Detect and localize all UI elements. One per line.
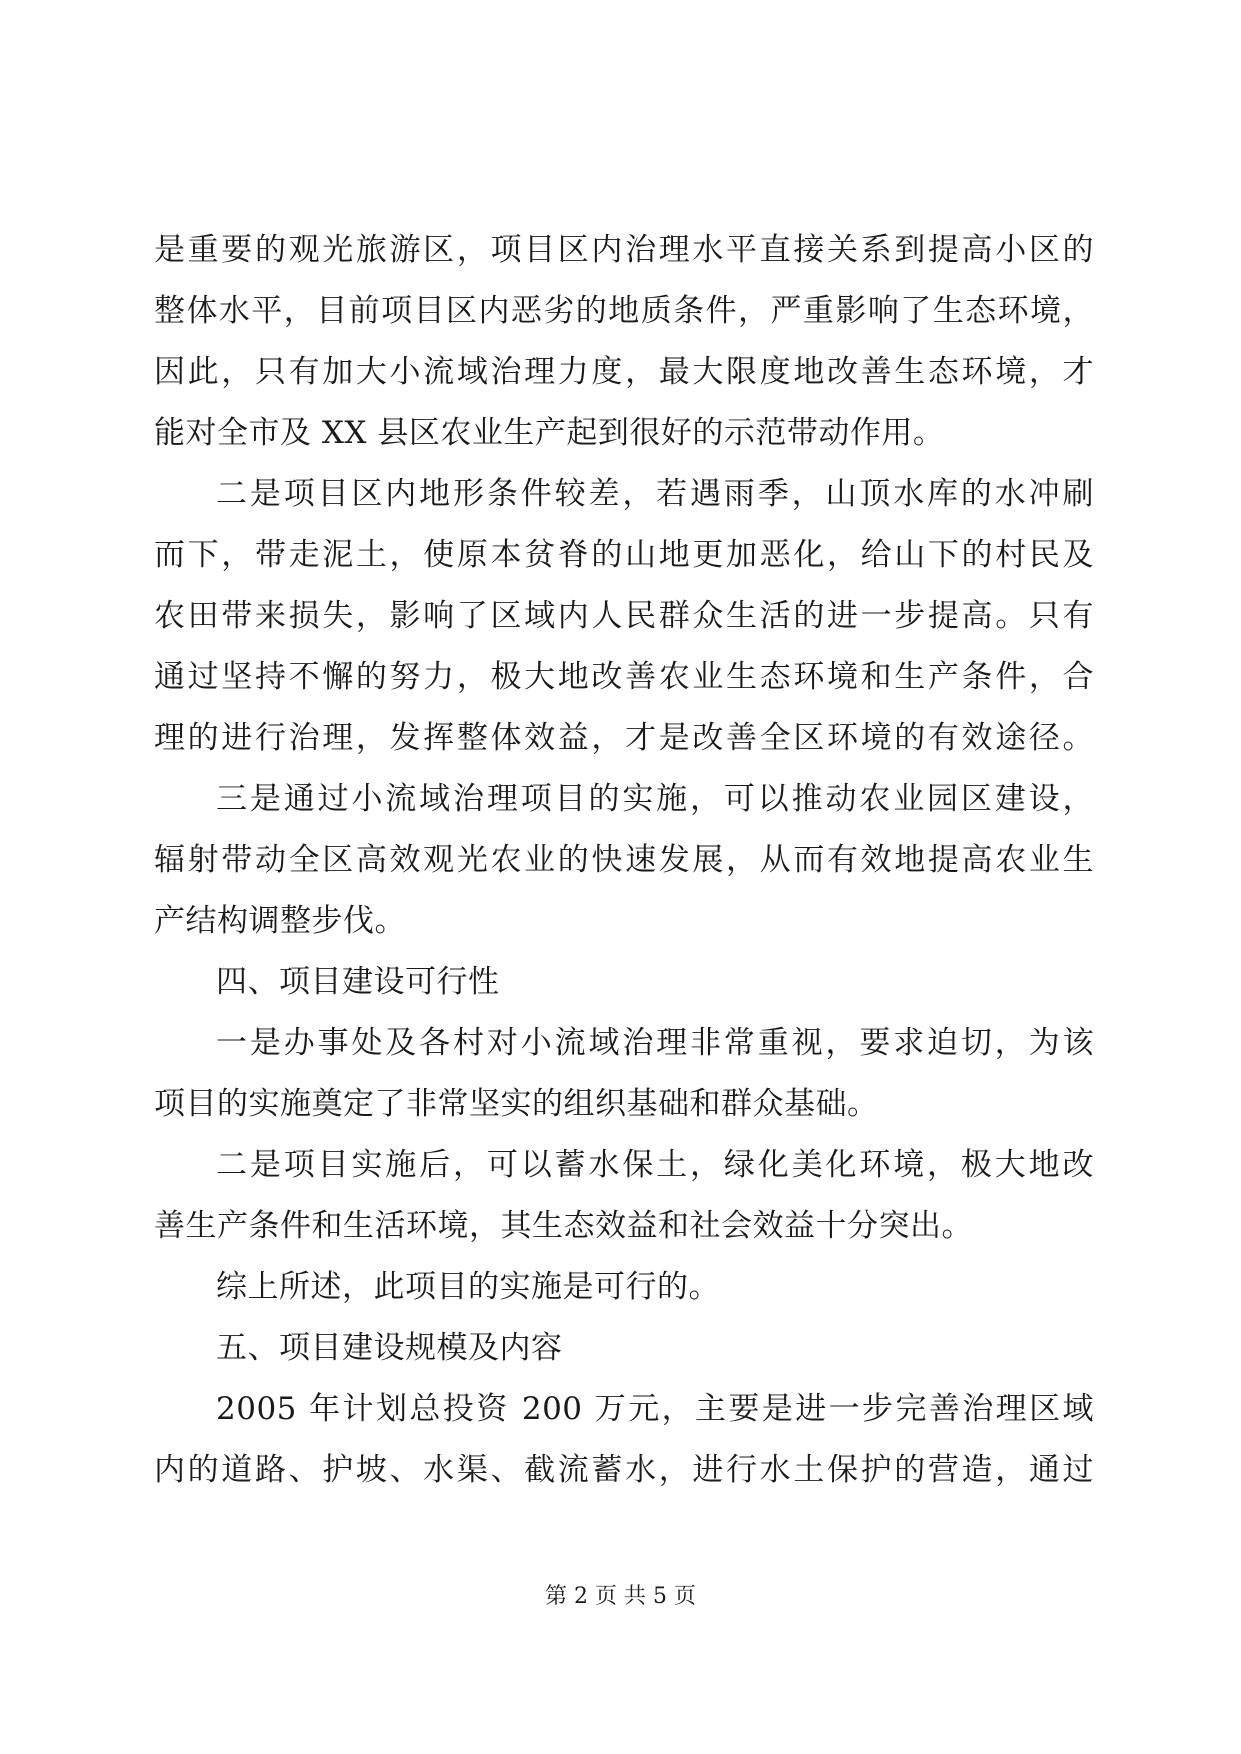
section-heading-scale: 五、项目建设规模及内容: [216, 1330, 563, 1366]
text-line-17: 善生产条件和生活环境，其生态效益和社会效益十分突出。: [154, 1208, 973, 1244]
text-line-15: 项目的实施奠定了非常坚实的组织基础和群众基础。: [154, 1086, 879, 1122]
text-line-21: 内的道路、护坡、水渠、截流蓄水，进行水土保护的营造，通过: [154, 1452, 1094, 1488]
document-body: [154, 232, 1094, 1513]
text-line-5: 二是项目区内地形条件较差，若遇雨季，山顶水库的水冲刷: [216, 476, 1094, 512]
text-line-4: 能对全市及 XX 县区农业生产起到很好的示范带动作用。: [154, 415, 945, 451]
text-line-8: 通过坚持不懈的努力，极大地改善农业生态环境和生产条件，合: [154, 659, 1094, 695]
text-line-1: 是重要的观光旅游区，项目区内治理水平直接关系到提高小区的: [154, 232, 1094, 268]
text-line-2: 整体水平，目前项目区内恶劣的地质条件，严重影响了生态环境，: [154, 293, 1094, 329]
text-line-6: 而下，带走泥土，使原本贫脊的山地更加恶化，给山下的村民及: [154, 537, 1094, 573]
text-line-20: 2005 年计划总投资 200 万元，主要是进一步完善治理区域: [216, 1391, 1094, 1427]
page-number-footer: 第 2 页 共 5 页: [545, 1584, 696, 1609]
text-line-18: 综上所述，此项目的实施是可行的。: [216, 1269, 720, 1305]
section-heading-feasibility: 四、项目建设可行性: [216, 964, 500, 1000]
text-line-12: 产结构调整步伐。: [154, 903, 406, 939]
text-line-10: 三是通过小流域治理项目的实施，可以推动农业园区建设，: [216, 781, 1094, 817]
text-line-9: 理的进行治理，发挥整体效益，才是改善全区环境的有效途径。: [154, 720, 1094, 756]
text-line-16: 二是项目实施后，可以蓄水保土，绿化美化环境，极大地改: [216, 1147, 1094, 1183]
text-line-7: 农田带来损失，影响了区域内人民群众生活的进一步提高。只有: [154, 598, 1094, 634]
text-line-3: 因此，只有加大小流域治理力度，最大限度地改善生态环境，才: [154, 354, 1094, 390]
text-line-11: 辐射带动全区高效观光农业的快速发展，从而有效地提高农业生: [154, 842, 1094, 878]
text-line-14: 一是办事处及各村对小流域治理非常重视，要求迫切，为该: [216, 1025, 1094, 1061]
